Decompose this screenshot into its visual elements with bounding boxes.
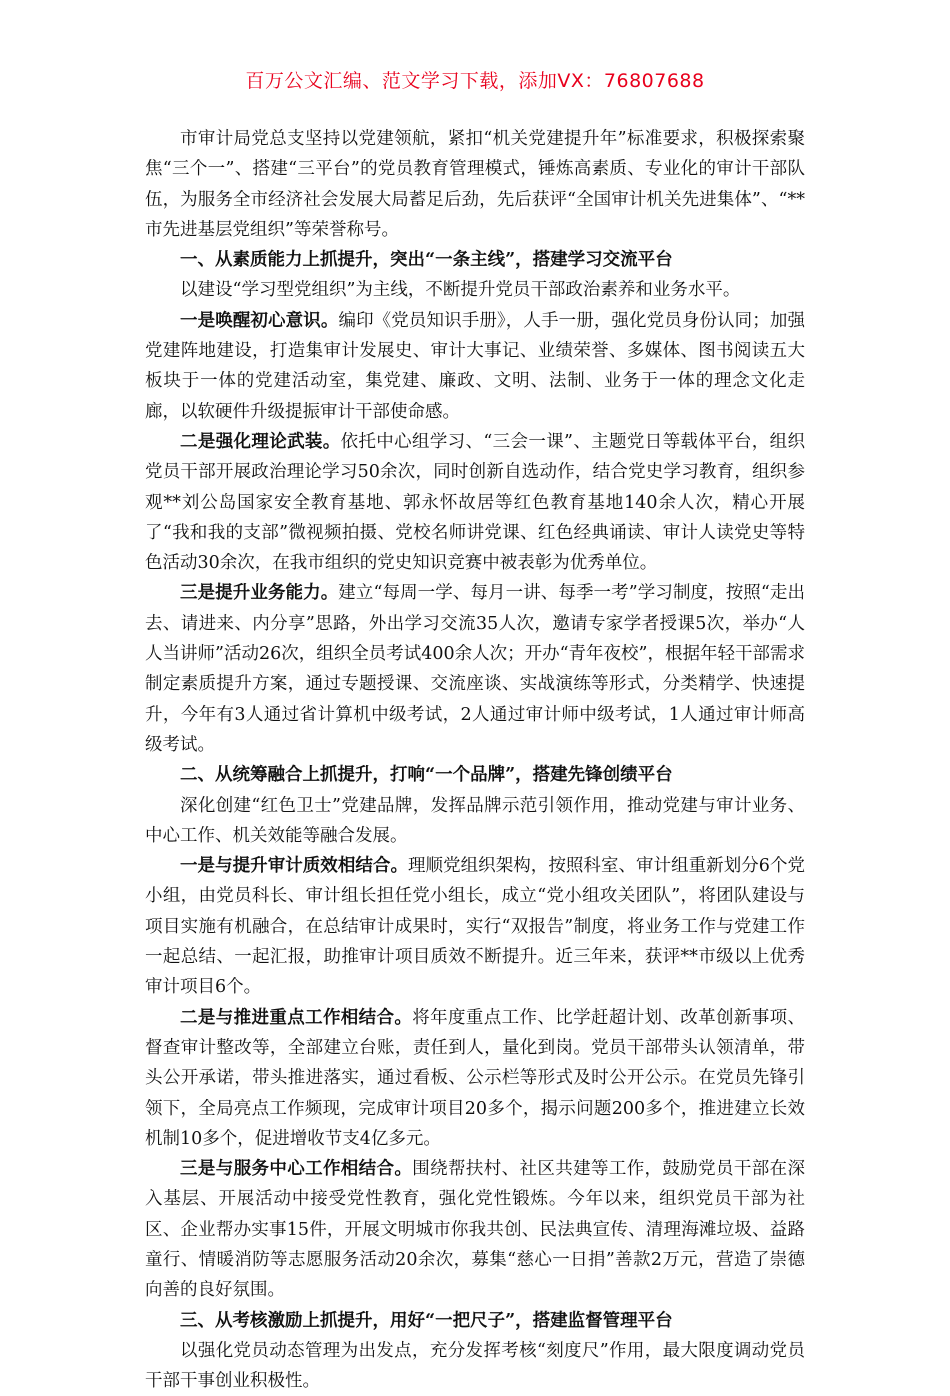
paragraph: 二是与推进重点工作相结合。将年度重点工作、比学赶超计划、改革创新事项、督查审计整改等，全部建立台账，责任到人，量化到岗。党员干部带头认领清单，带头公开承诺，带头推进落实，通过看板、公示栏等形式及时公开公示。在党员先锋引领下，全局亮点工作频现，完成审计项目20多个，揭示问题200多个，推进建立长效机制10多个，促进增收节支4亿多元。 — [145, 1007, 806, 1149]
paragraph: 以建设“学习型党组织”为主线，不断提升党员干部政治素养和业务水平。 — [180, 280, 741, 301]
paragraph-lead: 一是与提升审计质效相结合。 — [180, 856, 409, 877]
paragraph: 一是唤醒初心意识。编印《党员知识手册》，人手一册，强化党员身份认同；加强党建阵地建设，打造集审计发展史、审计大事记、业绩荣誉、多媒体、图书阅读五大板块于一体的党建活动室，集党建、廉政、文明、法制、业务于一体的理念文化走廊，以软硬件升级提振审计干部使命感。 — [145, 310, 806, 422]
paragraph: 一是与提升审计质效相结合。理顺党组织架构，按照科室、审计组重新划分6个党小组，由党员科长、审计组长担任党小组长，成立“党小组攻关团队”，将团队建设与项目实施有机融合，在总结审计成果时，实行“双报告”制度，将业务工作与党建工作一起总结、一起汇报，助推审计项目质效不断提升。近三年来，获评**市级以上优秀审计项目6个。 — [145, 856, 806, 998]
document-body — [145, 124, 805, 1396]
section-heading: 一、从素质能力上抓提升，突出“一条主线”，搭建学习交流平台 — [180, 250, 673, 271]
paragraph: 三是提升业务能力。建立“每周一学、每月一讲、每季一考”学习制度，按照“走出去、请进来、内分享”思路，外出学习交流35人次，邀请专家学者授课5次，举办“人人当讲师”活动26次，组织全员考试400余人次；开办“青年夜校”，根据年轻干部需求制定素质提升方案，通过专题授课、交流座谈、实战演练等形式，分类精学、快速提升，今年有3人通过省计算机中级考试，2人通过审计师中级考试，1人通过审计师高级考试。 — [145, 583, 806, 755]
paragraph-lead: 三是提升业务能力。 — [180, 583, 339, 604]
paragraph: 市审计局党总支坚持以党建领航，紧扣“机关党建提升年”标准要求，积极探索聚焦“三个一”、搭建“三平台”的党员教育管理模式，锤炼高素质、专业化的审计干部队伍，为服务全市经济社会发展大局蓄足后劲，先后获评“全国审计机关先进集体”、“**市先进基层党组织”等荣誉称号。 — [145, 129, 805, 240]
promo-banner: 百万公文汇编、范文学习下载，添加VX：76807688 — [245, 70, 705, 92]
section-heading: 三、从考核激励上抓提升，用好“一把尺子”，搭建监督管理平台 — [180, 1310, 673, 1331]
paragraph-lead: 二是强化理论武装。 — [180, 431, 341, 452]
paragraph: 以强化党员动态管理为出发点，充分发挥考核“刻度尺”作用，最大限度调动党员干部干事创业积极性。 — [145, 1340, 805, 1392]
paragraph: 三是与服务中心工作相结合。围绕帮扶村、社区共建等工作，鼓励党员干部在深入基层、开展活动中接受党性教育，强化党性锻炼。今年以来，组织党员干部为社区、企业帮办实事15件，开展文明城市你我共创、民法典宣传、清理海滩垃圾、益路童行、情暖消防等志愿服务活动20余次，募集“慈心一日捐”善款2万元，营造了崇德向善的良好氛围。 — [145, 1159, 806, 1301]
paragraph-lead: 二是与推进重点工作相结合。 — [180, 1007, 413, 1028]
paragraph-lead: 一是唤醒初心意识。 — [180, 310, 339, 331]
paragraph-lead: 三是与服务中心工作相结合。 — [180, 1159, 413, 1180]
paragraph: 深化创建“红色卫士”党建品牌，发挥品牌示范引领作用，推动党建与审计业务、中心工作、机关效能等融合发展。 — [145, 795, 805, 846]
section-heading: 二、从统筹融合上抓提升，打响“一个品牌”，搭建先锋创绩平台 — [180, 765, 673, 786]
paragraph: 二是强化理论武装。依托中心组学习、“三会一课”、主题党日等载体平台，组织党员干部开展政治理论学习50余次，同时创新自选动作，结合党史学习教育，组织参观**刘公岛国家安全教育基地、郭永怀故居等红色教育基地140余人次，精心开展了“我和我的支部”微视频拍摄、党校名师讲党课、红色经典诵读、审计人读党史等特色活动30余次，在我市组织的党史知识竞赛中被表彰为优秀单位。 — [145, 431, 805, 574]
